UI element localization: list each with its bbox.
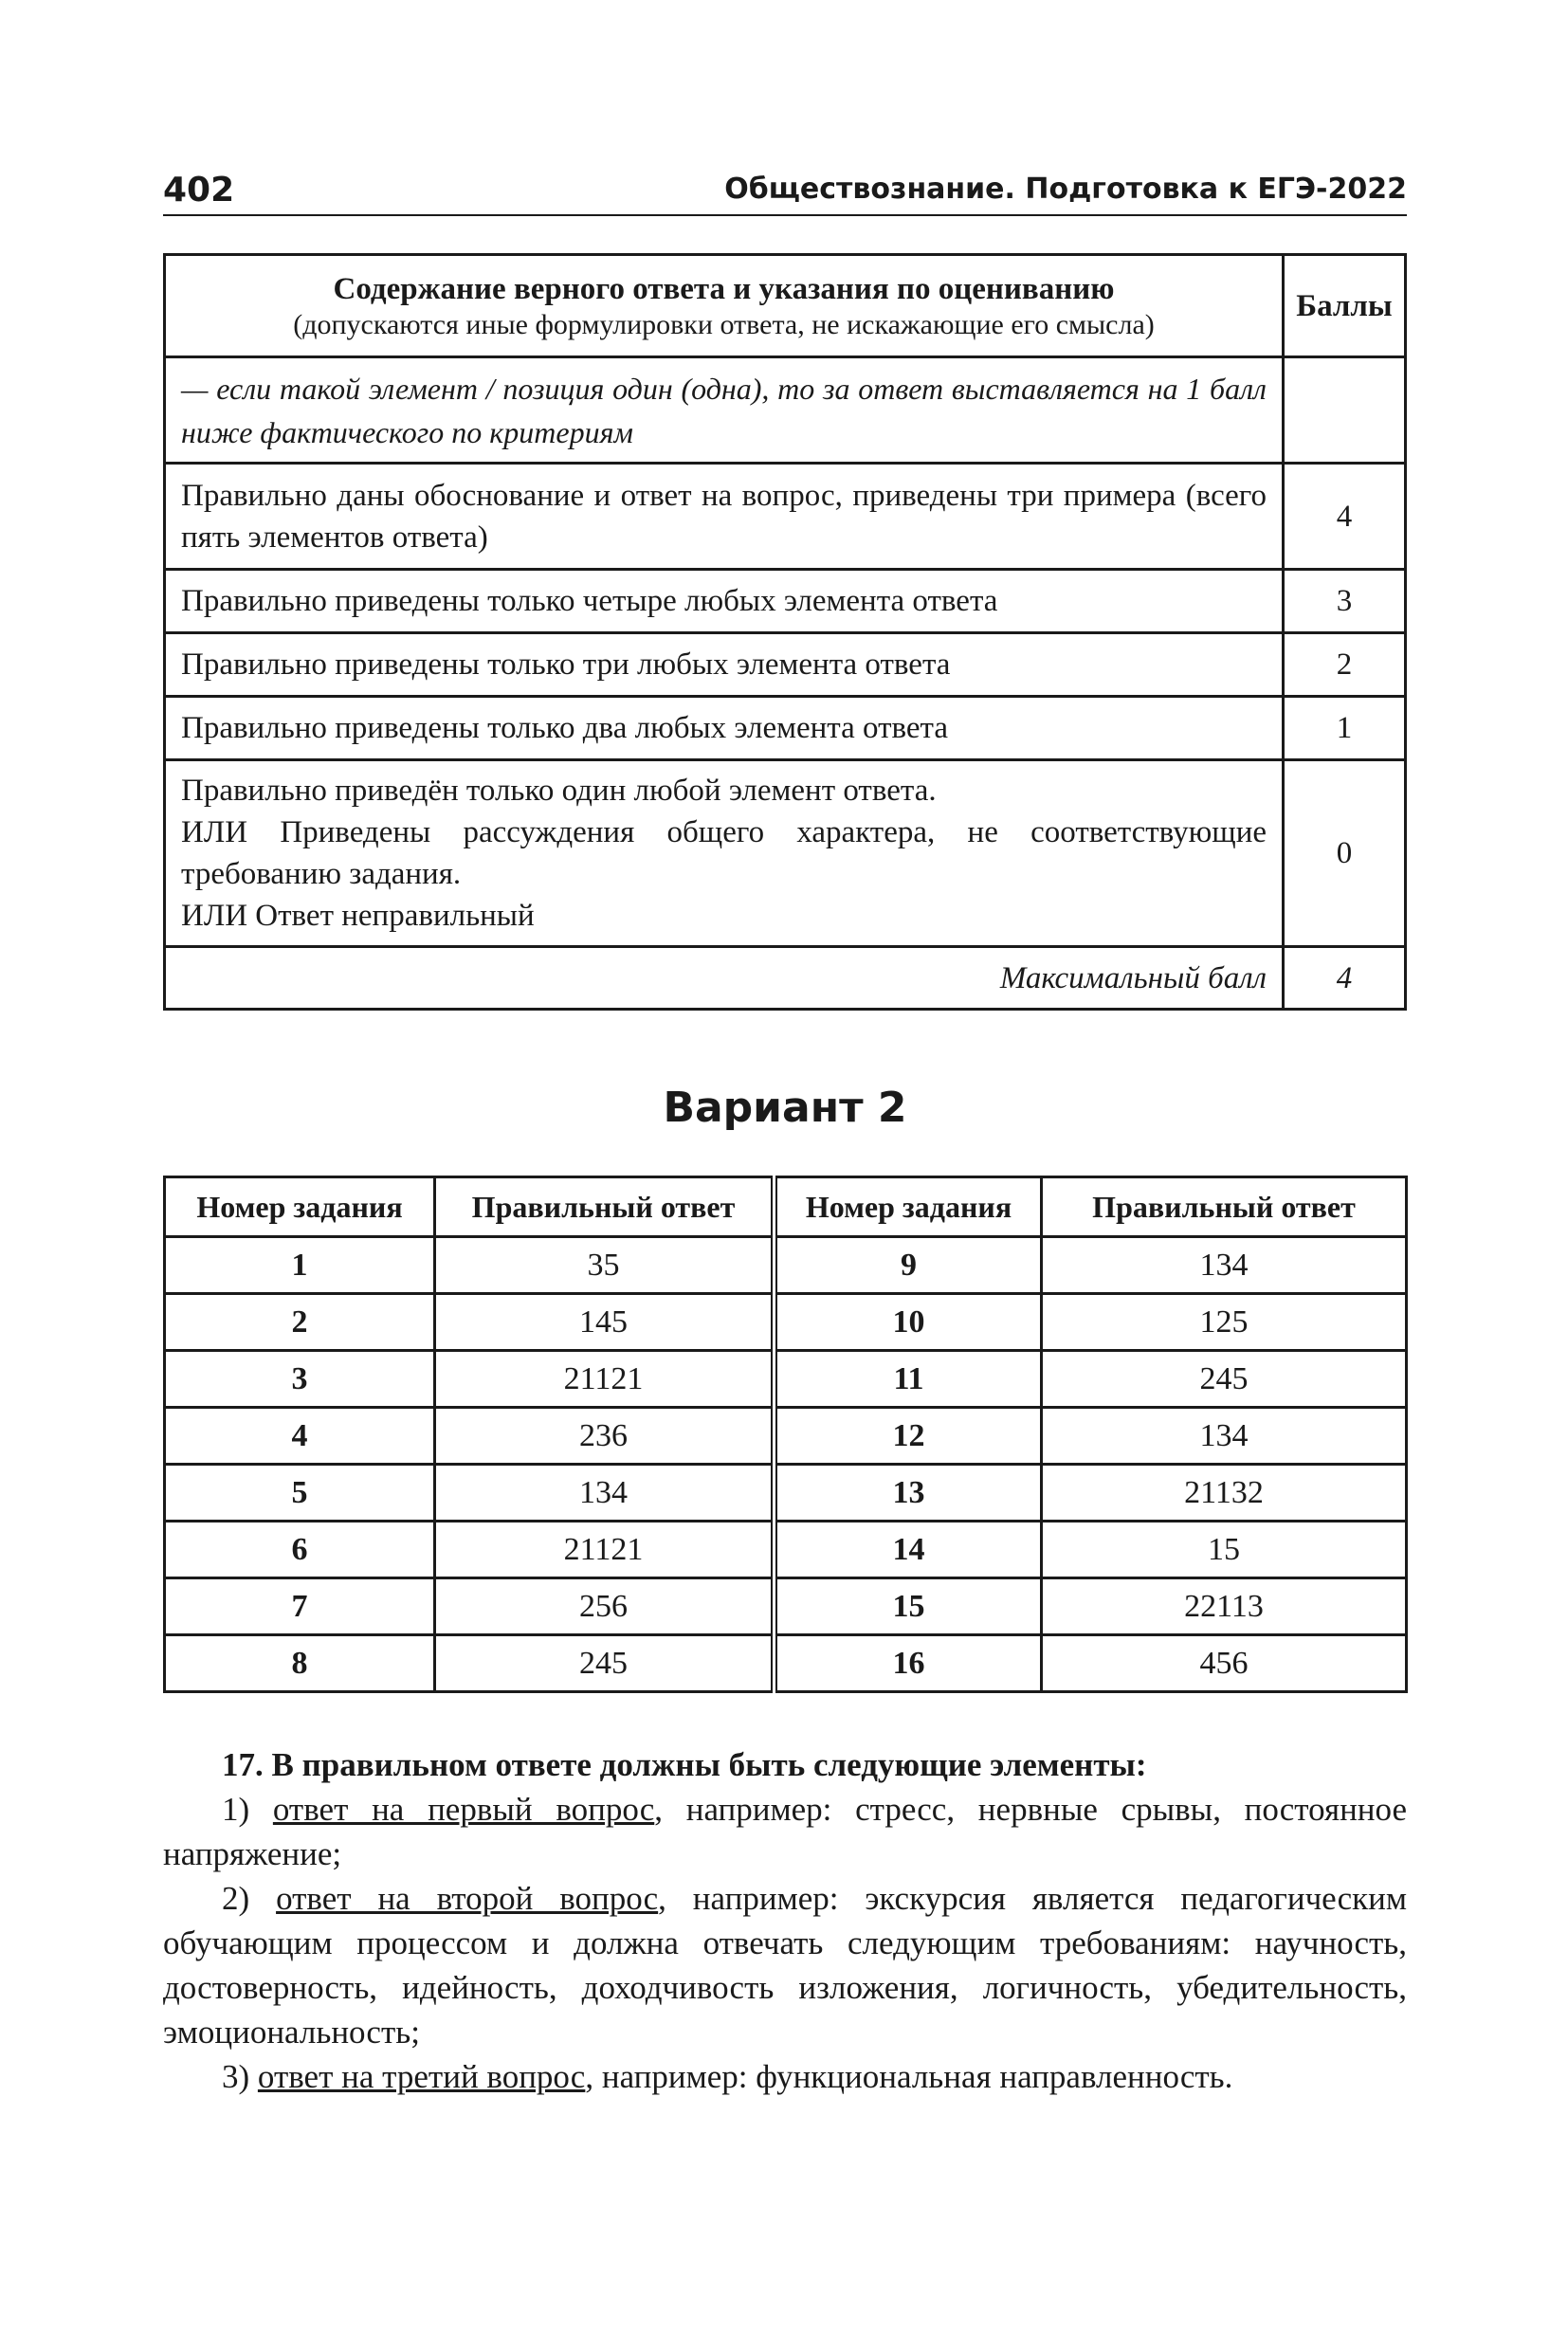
max-score-label: Максимальный балл — [165, 947, 1284, 1010]
points-header: Баллы — [1284, 255, 1406, 357]
item-label: ответ на третий вопрос — [257, 2058, 586, 2095]
task-number: 14 — [775, 1522, 1042, 1578]
item-label: ответ на второй вопрос — [276, 1880, 659, 1917]
col-task-number: Номер задания — [165, 1177, 435, 1237]
task17-item — [163, 1876, 1407, 2054]
criteria-text: Правильно приведены только два любых элемента ответа — [165, 697, 1284, 760]
task-answer: 125 — [1042, 1294, 1407, 1351]
variant-title: Вариант 2 — [663, 1084, 907, 1132]
task17-heading: 17. В правильном ответе должны быть следующие элементы: — [222, 1746, 1147, 1783]
answer-row — [165, 1635, 1407, 1692]
criteria-text: Правильно приведены только три любых элемента ответа — [165, 633, 1284, 697]
item-number: 1) — [222, 1791, 273, 1828]
answer-row — [165, 1578, 1407, 1635]
criteria-points: 0 — [1284, 760, 1406, 947]
answer-row — [165, 1522, 1407, 1578]
answer-row — [165, 1237, 1407, 1294]
answers-header-row — [165, 1177, 1407, 1237]
task-answer: 145 — [435, 1294, 775, 1351]
criteria-zero-line: Правильно приведён только один любой элемент ответа. — [181, 774, 937, 808]
task-answer: 456 — [1042, 1635, 1407, 1692]
criteria-max-row — [165, 947, 1406, 1010]
task-answer: 22113 — [1042, 1578, 1407, 1635]
task-number: 16 — [775, 1635, 1042, 1692]
task-answer: 35 — [435, 1237, 775, 1294]
answer-row — [165, 1294, 1407, 1351]
max-score-value: 4 — [1284, 947, 1406, 1010]
criteria-row — [165, 464, 1406, 570]
criteria-row — [165, 570, 1406, 633]
task-number: 8 — [165, 1635, 435, 1692]
task17-section — [163, 1742, 1407, 2099]
item-number: 3) — [222, 2058, 258, 2095]
col-correct-answer: Правильный ответ — [435, 1177, 775, 1237]
page-header — [163, 161, 1407, 216]
task17-item — [163, 2054, 1407, 2099]
criteria-note-row — [165, 357, 1406, 464]
task-answer: 21121 — [435, 1351, 775, 1408]
answer-row — [165, 1408, 1407, 1465]
task-answer: 134 — [1042, 1408, 1407, 1465]
criteria-zero-line: ИЛИ Приведены рассуждения общего характера, не соответствующие требованию задания. — [181, 815, 1267, 891]
task-number: 12 — [775, 1408, 1042, 1465]
criteria-zero-text — [165, 760, 1284, 947]
criteria-points: 2 — [1284, 633, 1406, 697]
item-text: , например: экскурсия является педагогическим обучающим процессом и должна отвечать следующим требованиям: научность, достоверность, идейность, доходчивость изложения, логичность, убедительность, эмоциональность; — [163, 1880, 1407, 2051]
criteria-note-points — [1284, 357, 1406, 464]
criteria-zero-line: ИЛИ Ответ неправильный — [181, 899, 535, 933]
book-title: Обществознание. Подготовка к ЕГЭ-2022 — [724, 173, 1407, 206]
item-text: , например: стресс, нервные срывы, постоянное напряжение; — [163, 1791, 1407, 1872]
criteria-table — [163, 253, 1407, 1011]
task-number: 11 — [775, 1351, 1042, 1408]
task-answer: 134 — [435, 1465, 775, 1522]
criteria-points: 4 — [1284, 464, 1406, 570]
task-number: 7 — [165, 1578, 435, 1635]
task-answer: 134 — [1042, 1237, 1407, 1294]
criteria-points: 1 — [1284, 697, 1406, 760]
col-task-number: Номер задания — [775, 1177, 1042, 1237]
answers-table — [163, 1176, 1408, 1693]
task-number: 1 — [165, 1237, 435, 1294]
criteria-text: Правильно приведены только четыре любых элемента ответа — [165, 570, 1284, 633]
answer-row — [165, 1465, 1407, 1522]
page-number: 402 — [163, 171, 235, 210]
task-answer: 245 — [435, 1635, 775, 1692]
task-number: 10 — [775, 1294, 1042, 1351]
item-text: , например: функциональная направленность. — [585, 2058, 1233, 2095]
criteria-zero-row — [165, 760, 1406, 947]
criteria-row — [165, 633, 1406, 697]
task-answer: 21121 — [435, 1522, 775, 1578]
task-number: 9 — [775, 1237, 1042, 1294]
criteria-points: 3 — [1284, 570, 1406, 633]
item-label: ответ на первый вопрос — [272, 1791, 655, 1828]
task-number: 5 — [165, 1465, 435, 1522]
criteria-text: Правильно даны обоснование и ответ на вопрос, приведены три примера (всего пять элементов ответа) — [165, 464, 1284, 570]
criteria-row — [165, 697, 1406, 760]
criteria-header-cell — [165, 255, 1284, 357]
criteria-header-subtitle: (допускаются иные формулировки ответа, не искажающие его смысла) — [293, 308, 1155, 340]
task-answer: 15 — [1042, 1522, 1407, 1578]
criteria-note: — если такой элемент / позиция один (одна), то за ответ выставляется на 1 балл ниже фактического по критериям — [165, 357, 1284, 464]
task-number: 13 — [775, 1465, 1042, 1522]
task-answer: 236 — [435, 1408, 775, 1465]
criteria-header-title: Содержание верного ответа и указания по оцениванию — [333, 271, 1115, 306]
task-number: 15 — [775, 1578, 1042, 1635]
criteria-header-row — [165, 255, 1406, 357]
item-number: 2) — [222, 1880, 277, 1917]
col-correct-answer: Правильный ответ — [1042, 1177, 1407, 1237]
answer-row — [165, 1351, 1407, 1408]
task-answer: 21132 — [1042, 1465, 1407, 1522]
task-number: 3 — [165, 1351, 435, 1408]
task-number: 4 — [165, 1408, 435, 1465]
task-answer: 256 — [435, 1578, 775, 1635]
task-number: 2 — [165, 1294, 435, 1351]
task17-item — [163, 1787, 1407, 1876]
task-number: 6 — [165, 1522, 435, 1578]
task-answer: 245 — [1042, 1351, 1407, 1408]
